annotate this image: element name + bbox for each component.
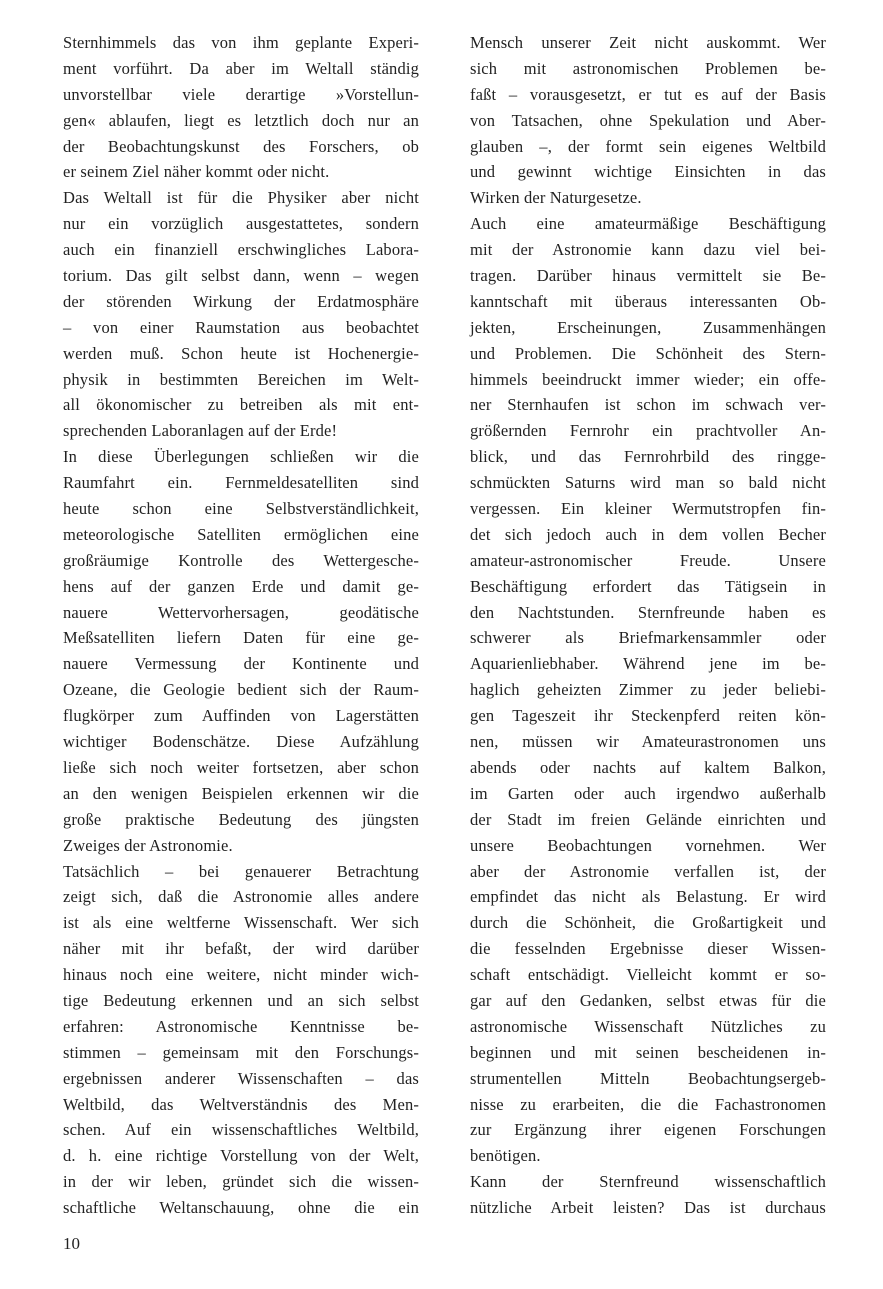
text-line: hens auf der ganzen Erde und damit ge- [63, 576, 419, 596]
text-line: im Garten oder auch irgendwo außerhalb [470, 783, 826, 803]
right-text-column [470, 30, 826, 1221]
text-line: in der wir leben, gründet sich die wissen- [63, 1172, 419, 1192]
text-line: große praktische Bedeutung des jüngsten [63, 809, 419, 829]
text-line: heute schon eine Selbstverständlichkeit, [63, 499, 419, 519]
text-line: Ozeane, die Geologie bedient sich der Raum- [63, 680, 419, 700]
text-line: ergebnissen anderer Wissenschaften – das [63, 1068, 419, 1088]
text-line: flugkörper zum Auffinden von Lagerstätten [63, 706, 419, 726]
text-line: ist als eine weltferne Wissenschaft. Wer sich [63, 913, 419, 933]
text-line: Weltbild, das Weltverständnis des Men- [63, 1094, 419, 1114]
text-line: an den wenigen Beispielen erkennen wir die [63, 783, 419, 803]
text-line: unvorstellbar viele derartige »Vorstellun- [63, 84, 419, 104]
text-line: amateur-astronomischer Freude. Unsere [470, 550, 826, 570]
text-line: nauere Vermessung der Kontinente und [63, 654, 419, 674]
text-line: der störenden Wirkung der Erdatmosphäre [63, 291, 419, 311]
text-line: In diese Überlegungen schließen wir die [63, 447, 419, 467]
text-line: hinaus noch eine weitere, nicht minder wich- [63, 965, 419, 985]
text-line: Aquarienliebhaber. Während jene im be- [470, 654, 826, 674]
text-line: Beschäftigung erfordert das Tätigsein in [470, 576, 826, 596]
text-line: der Beobachtungskunst des Forschers, ob [63, 136, 419, 156]
text-line: glauben –, der formt sein eigenes Weltbild [470, 136, 826, 156]
text-line: nisse zu erarbeiten, die die Fachastronomen [470, 1094, 826, 1114]
text-line: d. h. eine richtige Vorstellung von der Welt, [63, 1146, 419, 1166]
text-line: nauere Wettervorhersagen, geodätische [63, 602, 419, 622]
text-line: von Tatsachen, ohne Spekulation und Aber- [470, 110, 826, 130]
text-line: benötigen. [470, 1146, 541, 1166]
text-line: mit der Astronomie kann dazu viel bei- [470, 240, 826, 260]
text-line: meteorologische Satelliten ermöglichen eine [63, 524, 419, 544]
text-line: und gewinnt wichtige Einsichten in das [470, 162, 826, 182]
text-line: großräumige Kontrolle des Wettergesche- [63, 550, 419, 570]
text-line: torium. Das gilt selbst dann, wenn – wegen [63, 266, 419, 286]
text-line: gar auf den Gedanken, selbst etwas für die [470, 990, 826, 1010]
text-line: schaft entschädigt. Vielleicht kommt er so- [470, 965, 826, 985]
page-number: 10 [63, 1234, 80, 1253]
text-line: faßt – vorausgesetzt, er tut es auf der Basis [470, 84, 826, 104]
left-text-column [63, 30, 419, 1221]
text-line: Kann der Sternfreund wissenschaftlich [470, 1172, 826, 1192]
text-line: strumentellen Mitteln Beobachtungsergeb- [470, 1068, 826, 1088]
text-line: schwerer als Briefmarkensammler oder [470, 628, 826, 648]
text-line: werden muß. Schon heute ist Hochenergie- [63, 343, 419, 363]
text-line: gen« ablaufen, liegt es letztlich doch nur an [63, 110, 419, 130]
text-line: schaftliche Weltanschauung, ohne die ein [63, 1198, 419, 1218]
text-line: er seinem Ziel näher kommt oder nicht. [63, 162, 330, 182]
text-line: gen Tageszeit ihr Steckenpferd reiten kön- [470, 706, 826, 726]
text-line: Das Weltall ist für die Physiker aber nicht [63, 188, 419, 208]
text-line: durch die Schönheit, die Großartigkeit und [470, 913, 826, 933]
text-line: himmels beeindruckt immer wieder; ein offe- [470, 369, 826, 389]
text-line: ließe sich noch weiter fortsetzen, aber schon [63, 757, 419, 777]
text-line: der Stadt im freien Gelände einrichten und [470, 809, 826, 829]
text-line: empfindet das nicht als Belastung. Er wird [470, 887, 826, 907]
text-line: physik in bestimmten Bereichen im Welt- [63, 369, 419, 389]
text-line: sich mit astronomischen Problemen be- [470, 58, 826, 78]
text-line: beginnen und mit seinen bescheidenen in- [470, 1042, 826, 1062]
text-line: ner Sternhaufen ist schon im schwach ver- [470, 395, 826, 415]
text-line: stimmen – gemeinsam mit den Forschungs- [63, 1042, 419, 1062]
text-line: jekten, Erscheinungen, Zusammenhängen [470, 317, 826, 337]
text-line: – von einer Raumstation aus beobachtet [63, 317, 419, 337]
text-line: ment vorführt. Da aber im Weltall ständig [63, 58, 419, 78]
text-line: vergessen. Ein kleiner Wermutstropfen fin- [470, 499, 826, 519]
text-line: zeigt sich, daß die Astronomie alles andere [63, 887, 419, 907]
text-line: schmückten Saturns wird man so bald nicht [470, 473, 826, 493]
text-line: größernden Fernrohr ein prachtvoller An- [470, 421, 826, 441]
text-line: Tatsächlich – bei genauerer Betrachtung [63, 861, 419, 881]
text-line: schen. Auf ein wissenschaftliches Weltbild, [63, 1120, 419, 1140]
text-line: Raumfahrt ein. Fernmeldesatelliten sind [63, 473, 419, 493]
text-line: Mensch unserer Zeit nicht auskommt. Wer [470, 33, 826, 52]
text-line: nur ein vorzüglich ausgestattetes, sondern [63, 214, 419, 234]
text-line: haglich geheizten Zimmer zu jeder beliebi- [470, 680, 826, 700]
text-line: kanntschaft mit überaus interessanten Ob- [470, 291, 826, 311]
text-line: nützliche Arbeit leisten? Das ist durchaus [470, 1198, 826, 1218]
text-line: erfahren: Astronomische Kenntnisse be- [63, 1016, 419, 1036]
text-line: sprechenden Laboranlagen auf der Erde! [63, 421, 338, 441]
text-line: tragen. Darüber hinaus vermittelt sie Be- [470, 266, 826, 286]
text-line: abends oder nachts auf kaltem Balkon, [470, 757, 826, 777]
text-line: all ökonomischer zu betreiben als mit ent- [63, 395, 419, 415]
text-line: den Nachtstunden. Sternfreunde haben es [470, 602, 826, 622]
text-line: Zweiges der Astronomie. [63, 835, 233, 855]
text-line: unsere Beobachtungen vornehmen. Wer [470, 835, 826, 855]
text-line: Wirken der Naturgesetze. [470, 188, 642, 208]
text-line: tige Bedeutung erkennen und an sich selbst [63, 990, 419, 1010]
text-line: Auch eine amateurmäßige Beschäftigung [470, 214, 826, 234]
text-line: und Problemen. Die Schönheit des Stern- [470, 343, 826, 363]
text-line: Meßsatelliten liefern Daten für eine ge- [63, 628, 419, 648]
text-line: auch ein finanziell erschwingliches Labora- [63, 240, 419, 260]
text-line: det sich jedoch auch in dem vollen Becher [470, 524, 826, 544]
text-line: blick, und das Fernrohrbild des ringge- [470, 447, 826, 467]
text-line: zur Ergänzung ihrer eigenen Forschungen [470, 1120, 826, 1140]
text-line: nen, müssen wir Amateurastronomen uns [470, 732, 826, 752]
text-line: aber der Astronomie verfallen ist, der [470, 861, 826, 881]
text-line: Sternhimmels das von ihm geplante Experi- [63, 33, 419, 52]
text-line: wichtiger Bodenschätze. Diese Aufzählung [63, 732, 419, 752]
text-line: näher mit ihr befaßt, der wird darüber [63, 939, 419, 959]
text-line: astronomische Wissenschaft Nützliches zu [470, 1016, 826, 1036]
text-line: die fesselnden Ergebnisse dieser Wissen- [470, 939, 826, 959]
